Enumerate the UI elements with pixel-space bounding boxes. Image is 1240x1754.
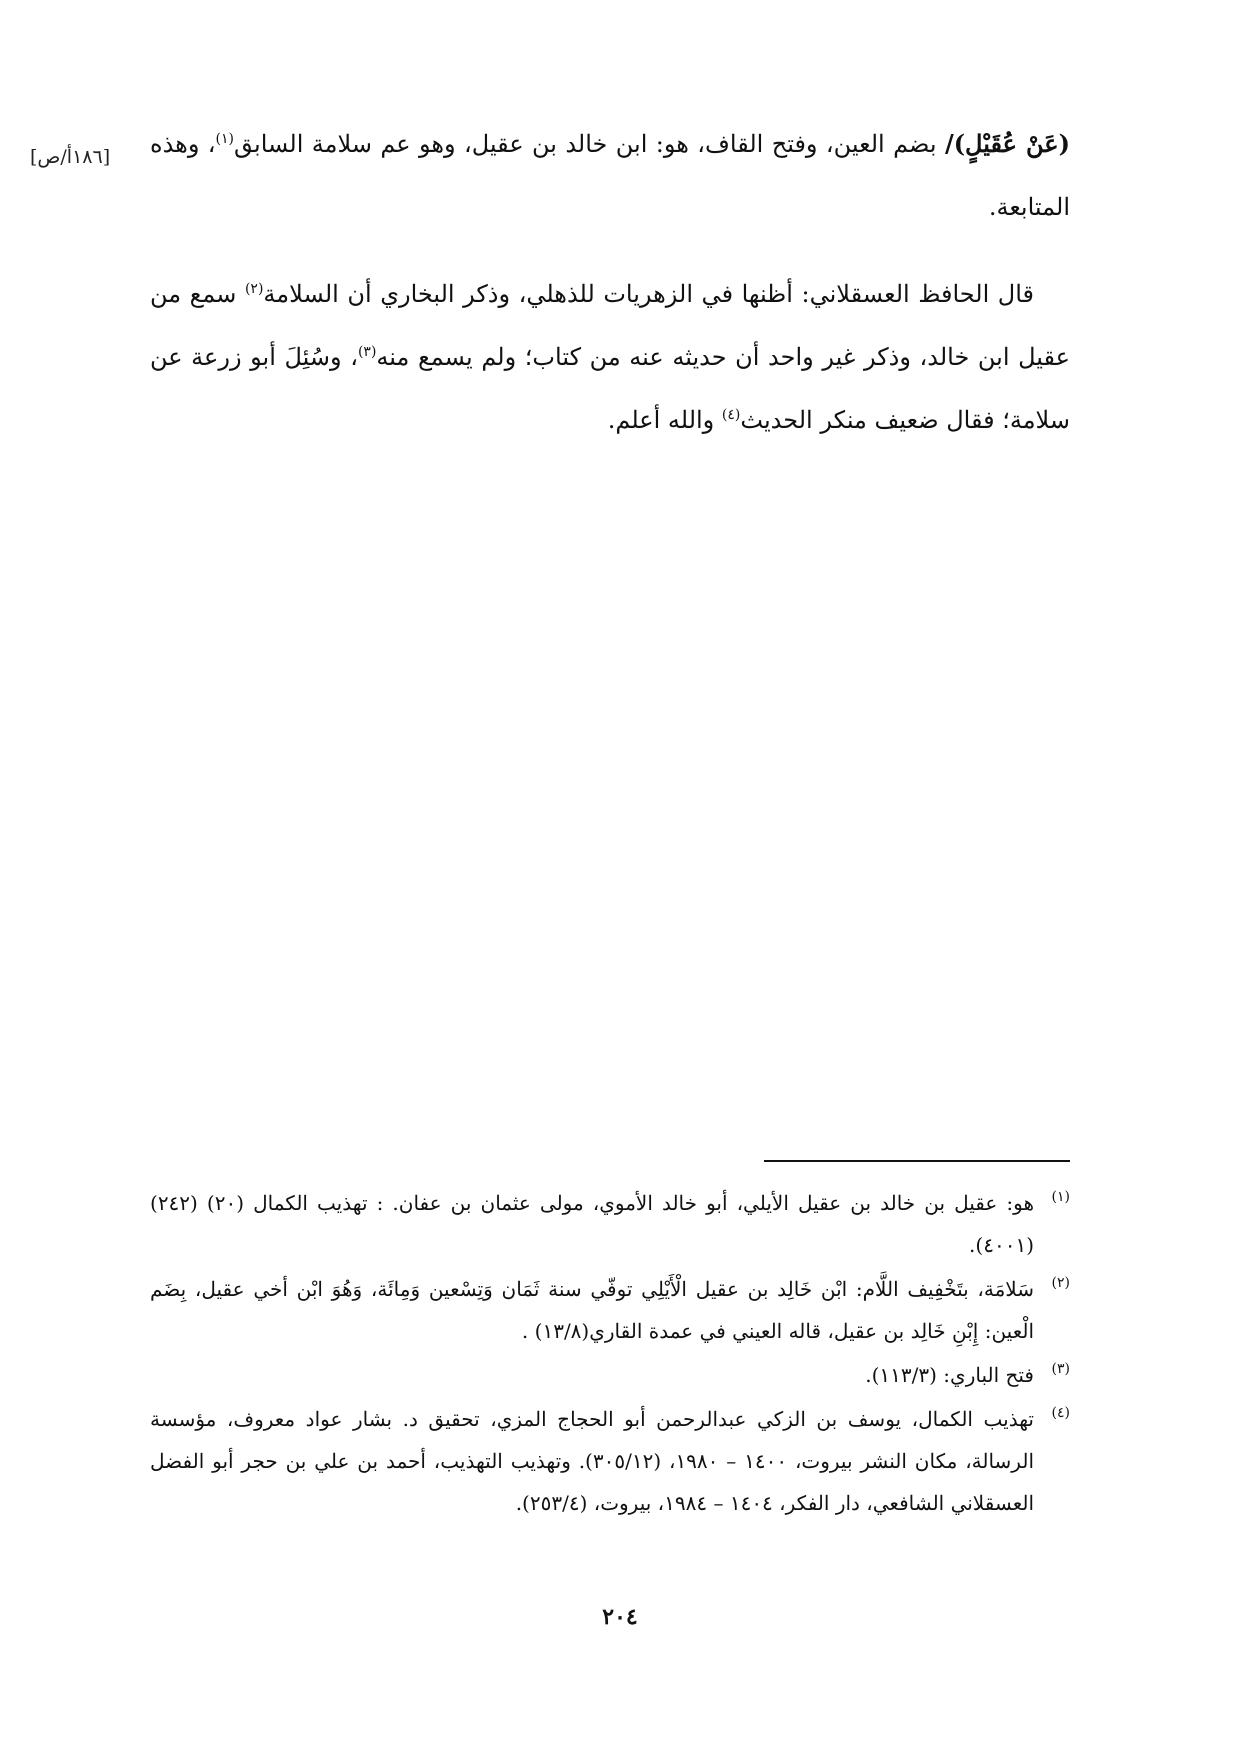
- footnote-ref-2: (٢): [244, 281, 264, 297]
- paragraph-2-part-4: والله أعلم.: [607, 406, 722, 434]
- page-number: ٢٠٤: [602, 1604, 638, 1630]
- footnote-text: فتح الباري: (١١٣/٣).: [865, 1363, 1034, 1387]
- paragraph-1-text: بضم العين، وفتح القاف، هو: ابن خالد بن عقيل، وهو عم سلامة السابق: [234, 130, 945, 158]
- footnote-2: [150, 1268, 1070, 1352]
- footnote-text: هو: عقيل بن خالد بن عقيل الأيلي، أبو خالد الأموي، مولى عثمان بن عفان. : تهذيب الكمال (٢٠) (٢٤٢) (٤٠٠١).: [150, 1191, 1035, 1257]
- footnote-3: [150, 1354, 1070, 1396]
- footnote-text: سَلامَة، بتَخْفِيف اللَّام: ابْن خَالِد بن عقيل الْأَيْلِي توفّي سنة ثَمَان وَتِسْعين وَمِائَة، وَهُوَ ابْن أخي عقيل، بِضَم الْعين: إِبْنِ خَالِد بن عقيل، قاله العيني في عمدة القاري(١٣/٨) .: [150, 1277, 1034, 1343]
- paragraph-1: [150, 112, 1070, 239]
- footnote-1: [150, 1182, 1070, 1266]
- main-text: [150, 112, 1070, 452]
- footnote-ref-1: (١): [215, 131, 235, 147]
- footnote-separator: [764, 1160, 1070, 1162]
- footnote-number: (٣): [1051, 1361, 1070, 1377]
- footnote-number: (٢): [1051, 1275, 1070, 1291]
- footnote-number: (٤): [1051, 1405, 1070, 1421]
- paragraph-2-part-2: سمع من عقيل ابن خالد، وذكر غير واحد أن حديثه عنه من كتاب؛ ولم يسمع منه: [150, 280, 1070, 371]
- footnote-4: [150, 1398, 1070, 1524]
- paragraph-2-part-3: ، وسُئِلَ أبو زرعة عن سلامة؛ فقال ضعيف منكر الحديث: [150, 343, 1070, 434]
- paragraph-2-part-1: قال الحافظ العسقلاني: أظنها في الزهريات للذهلي، وذكر البخاري أن السلامة: [263, 280, 1034, 308]
- footnote-ref-4: (٤): [721, 407, 741, 423]
- margin-folio-note: [١٨٦أ/ص]: [30, 146, 111, 168]
- footnote-text: تهذيب الكمال، يوسف بن الزكي عبدالرحمن أبو الحجاج المزي، تحقيق د. بشار عواد معروف، مؤسسة الرسالة، مكان النشر بيروت، ١٤٠٠ – ١٩٨٠، (٣٠٥/١٢). وتهذيب التهذيب، أحمد بن علي بن حجر أبو الفضل العسقلاني الشافعي، دار الفكر، ١٤٠٤ – ١٩٨٤، بيروت، (٢٥٣/٤).: [150, 1407, 1034, 1515]
- lemma-heading: (عَنْ عُقَيْلٍ)/: [944, 129, 1070, 158]
- footnote-ref-3: (٣): [357, 344, 377, 360]
- paragraph-1-tail: ، وهذه المتابعة.: [150, 130, 1070, 221]
- paragraph-2: [150, 263, 1070, 452]
- footnote-number: (١): [1051, 1189, 1070, 1205]
- footnotes: [150, 1182, 1070, 1526]
